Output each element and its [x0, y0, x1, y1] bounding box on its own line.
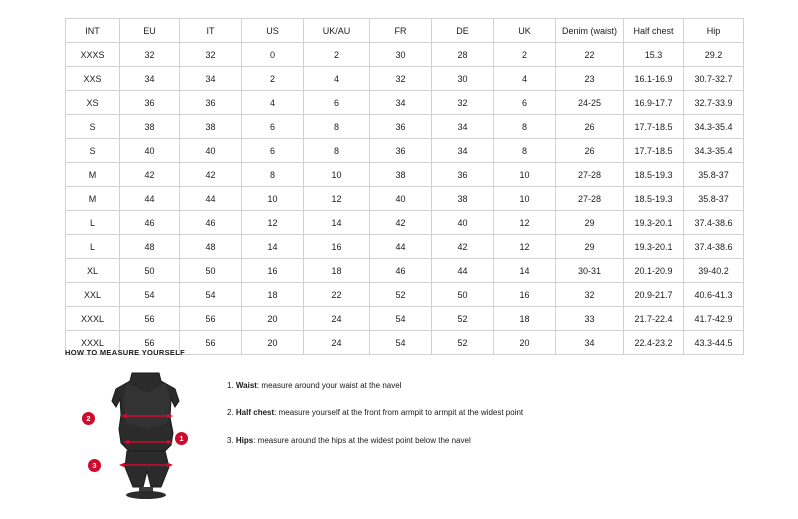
cell-uk-au: 16: [304, 235, 370, 259]
cell-it: 40: [180, 139, 242, 163]
cell-eu: 36: [120, 91, 180, 115]
column-header-uk: UK: [494, 19, 556, 43]
cell-it: 54: [180, 283, 242, 307]
cell-hip: 35.8-37: [684, 163, 744, 187]
cell-denim-waist: 33: [556, 307, 624, 331]
column-header-uk-au: UK/AU: [304, 19, 370, 43]
cell-de: 40: [432, 211, 494, 235]
cell-eu: 40: [120, 139, 180, 163]
cell-eu: 56: [120, 307, 180, 331]
cell-fr: 38: [370, 163, 432, 187]
cell-half-chest: 20.1-20.9: [624, 259, 684, 283]
cell-it: 32: [180, 43, 242, 67]
cell-denim-waist: 22: [556, 43, 624, 67]
cell-half-chest: 18.5-19.3: [624, 163, 684, 187]
measure-note-half-chest: [227, 408, 523, 418]
table-row: [66, 259, 744, 283]
column-header-eu: EU: [120, 19, 180, 43]
cell-fr: 36: [370, 139, 432, 163]
measure-note-hips: [227, 436, 523, 446]
cell-it: 50: [180, 259, 242, 283]
cell-uk-au: 12: [304, 187, 370, 211]
measure-note-text: : measure around the hips at the widest point below the navel: [253, 435, 471, 445]
size-conversion-table: [65, 18, 744, 355]
cell-half-chest: 19.3-20.1: [624, 235, 684, 259]
cell-us: 10: [242, 187, 304, 211]
cell-hip: 40.6-41.3: [684, 283, 744, 307]
cell-denim-waist: 29: [556, 235, 624, 259]
cell-uk-au: 4: [304, 67, 370, 91]
cell-uk-au: 6: [304, 91, 370, 115]
cell-uk-au: 18: [304, 259, 370, 283]
cell-hip: 32.7-33.9: [684, 91, 744, 115]
size-table-container: [65, 18, 733, 355]
cell-de: 30: [432, 67, 494, 91]
cell-us: 6: [242, 139, 304, 163]
cell-uk: 2: [494, 43, 556, 67]
mannequin-figure: [87, 371, 205, 501]
cell-uk-au: 8: [304, 139, 370, 163]
cell-de: 28: [432, 43, 494, 67]
cell-uk-au: 14: [304, 211, 370, 235]
cell-int: M: [66, 187, 120, 211]
table-row: [66, 139, 744, 163]
cell-it: 38: [180, 115, 242, 139]
column-header-us: US: [242, 19, 304, 43]
cell-us: 2: [242, 67, 304, 91]
cell-us: 16: [242, 259, 304, 283]
cell-uk: 16: [494, 283, 556, 307]
cell-int: XXL: [66, 283, 120, 307]
cell-hip: 37.4-38.6: [684, 211, 744, 235]
table-row: [66, 43, 744, 67]
cell-uk: 14: [494, 259, 556, 283]
cell-us: 18: [242, 283, 304, 307]
cell-uk: 4: [494, 67, 556, 91]
cell-de: 34: [432, 139, 494, 163]
cell-int: XXS: [66, 67, 120, 91]
cell-it: 56: [180, 307, 242, 331]
measure-note-term: Hips: [235, 435, 254, 445]
cell-hip: 30.7-32.7: [684, 67, 744, 91]
table-row: [66, 235, 744, 259]
cell-de: 38: [432, 187, 494, 211]
cell-it: 46: [180, 211, 242, 235]
cell-half-chest: 17.7-18.5: [624, 115, 684, 139]
cell-de: 42: [432, 235, 494, 259]
table-row: [66, 307, 744, 331]
cell-us: 20: [242, 307, 304, 331]
bullet-marker-1: 1: [175, 432, 188, 445]
column-header-int: INT: [66, 19, 120, 43]
cell-denim-waist: 34: [556, 331, 624, 355]
table-row: [66, 67, 744, 91]
cell-fr: 40: [370, 187, 432, 211]
cell-us: 0: [242, 43, 304, 67]
column-header-it: IT: [180, 19, 242, 43]
bullet-marker-3: 3: [88, 459, 101, 472]
cell-int: S: [66, 115, 120, 139]
cell-half-chest: 21.7-22.4: [624, 307, 684, 331]
cell-eu: 54: [120, 283, 180, 307]
cell-int: M: [66, 163, 120, 187]
cell-uk-au: 24: [304, 331, 370, 355]
cell-uk: 10: [494, 163, 556, 187]
cell-uk: 20: [494, 331, 556, 355]
cell-uk: 18: [494, 307, 556, 331]
cell-uk-au: 8: [304, 115, 370, 139]
column-header-hip: Hip: [684, 19, 744, 43]
cell-de: 52: [432, 307, 494, 331]
table-body: [66, 43, 744, 355]
cell-eu: 32: [120, 43, 180, 67]
how-to-measure-body: [65, 371, 733, 501]
cell-denim-waist: 30-31: [556, 259, 624, 283]
cell-eu: 46: [120, 211, 180, 235]
table-header-row: [66, 19, 744, 43]
table-row: [66, 115, 744, 139]
cell-int: XXXL: [66, 331, 120, 355]
cell-us: 12: [242, 211, 304, 235]
cell-eu: 38: [120, 115, 180, 139]
cell-denim-waist: 29: [556, 211, 624, 235]
cell-hip: 43.3-44.5: [684, 331, 744, 355]
cell-it: 34: [180, 67, 242, 91]
cell-uk: 10: [494, 187, 556, 211]
table-row: [66, 187, 744, 211]
cell-denim-waist: 23: [556, 67, 624, 91]
cell-eu: 48: [120, 235, 180, 259]
bullet-marker-2: 2: [82, 412, 95, 425]
cell-eu: 50: [120, 259, 180, 283]
measure-note-term: Waist: [235, 381, 257, 390]
measure-note-number: 2.: [227, 408, 234, 418]
cell-de: 36: [432, 163, 494, 187]
measure-instructions: [227, 371, 523, 463]
cell-us: 8: [242, 163, 304, 187]
measure-note-text: : measure yourself at the front from armpit to armpit at the widest point: [274, 408, 524, 418]
cell-half-chest: 22.4-23.2: [624, 331, 684, 355]
table-row: [66, 283, 744, 307]
cell-de: 32: [432, 91, 494, 115]
cell-int: L: [66, 211, 120, 235]
cell-fr: 36: [370, 115, 432, 139]
cell-uk: 8: [494, 139, 556, 163]
how-to-measure-section: [65, 348, 733, 501]
cell-hip: 37.4-38.6: [684, 235, 744, 259]
cell-hip: 39-40.2: [684, 259, 744, 283]
cell-hip: 29.2: [684, 43, 744, 67]
cell-int: XS: [66, 91, 120, 115]
cell-eu: 56: [120, 331, 180, 355]
cell-de: 44: [432, 259, 494, 283]
table-row: [66, 211, 744, 235]
cell-uk: 6: [494, 91, 556, 115]
cell-fr: 52: [370, 283, 432, 307]
how-to-measure-title: HOW TO MEASURE YOURSELF: [65, 348, 185, 357]
cell-fr: 54: [370, 331, 432, 355]
measure-note-term: Half chest: [235, 408, 275, 418]
cell-hip: 34.3-35.4: [684, 139, 744, 163]
table-row: [66, 163, 744, 187]
cell-it: 42: [180, 163, 242, 187]
cell-uk: 8: [494, 115, 556, 139]
cell-half-chest: 17.7-18.5: [624, 139, 684, 163]
measure-note-number: 3.: [227, 435, 234, 445]
cell-uk-au: 10: [304, 163, 370, 187]
cell-denim-waist: 26: [556, 115, 624, 139]
cell-uk-au: 24: [304, 307, 370, 331]
column-header-denim-waist: Denim (waist): [556, 19, 624, 43]
cell-half-chest: 19.3-20.1: [624, 211, 684, 235]
cell-fr: 46: [370, 259, 432, 283]
cell-fr: 30: [370, 43, 432, 67]
cell-us: 6: [242, 115, 304, 139]
cell-us: 20: [242, 331, 304, 355]
cell-de: 50: [432, 283, 494, 307]
cell-fr: 54: [370, 307, 432, 331]
cell-half-chest: 18.5-19.3: [624, 187, 684, 211]
cell-denim-waist: 27-28: [556, 163, 624, 187]
cell-it: 36: [180, 91, 242, 115]
cell-hip: 35.8-37: [684, 187, 744, 211]
cell-fr: 44: [370, 235, 432, 259]
cell-denim-waist: 26: [556, 139, 624, 163]
cell-eu: 34: [120, 67, 180, 91]
cell-fr: 34: [370, 91, 432, 115]
cell-us: 14: [242, 235, 304, 259]
cell-it: 44: [180, 187, 242, 211]
cell-half-chest: 20.9-21.7: [624, 283, 684, 307]
cell-int: S: [66, 139, 120, 163]
cell-int: XXXL: [66, 307, 120, 331]
cell-hip: 41.7-42.9: [684, 307, 744, 331]
measure-note-number: 1.: [227, 381, 234, 390]
cell-hip: 34.3-35.4: [684, 115, 744, 139]
cell-de: 34: [432, 115, 494, 139]
cell-it: 48: [180, 235, 242, 259]
cell-us: 4: [242, 91, 304, 115]
cell-denim-waist: 24-25: [556, 91, 624, 115]
cell-eu: 44: [120, 187, 180, 211]
cell-uk-au: 22: [304, 283, 370, 307]
column-header-half-chest: Half chest: [624, 19, 684, 43]
cell-uk: 12: [494, 235, 556, 259]
column-header-de: DE: [432, 19, 494, 43]
cell-denim-waist: 32: [556, 283, 624, 307]
cell-eu: 42: [120, 163, 180, 187]
cell-fr: 32: [370, 67, 432, 91]
measure-note-waist: [227, 381, 523, 391]
cell-int: XXXS: [66, 43, 120, 67]
cell-int: XL: [66, 259, 120, 283]
cell-de: 52: [432, 331, 494, 355]
cell-int: L: [66, 235, 120, 259]
column-header-fr: FR: [370, 19, 432, 43]
cell-half-chest: 15.3: [624, 43, 684, 67]
cell-uk: 12: [494, 211, 556, 235]
cell-it: 56: [180, 331, 242, 355]
cell-half-chest: 16.1-16.9: [624, 67, 684, 91]
cell-fr: 42: [370, 211, 432, 235]
cell-half-chest: 16.9-17.7: [624, 91, 684, 115]
cell-uk-au: 2: [304, 43, 370, 67]
measure-note-text: : measure around your waist at the navel: [256, 381, 402, 390]
cell-denim-waist: 27-28: [556, 187, 624, 211]
table-row: [66, 91, 744, 115]
